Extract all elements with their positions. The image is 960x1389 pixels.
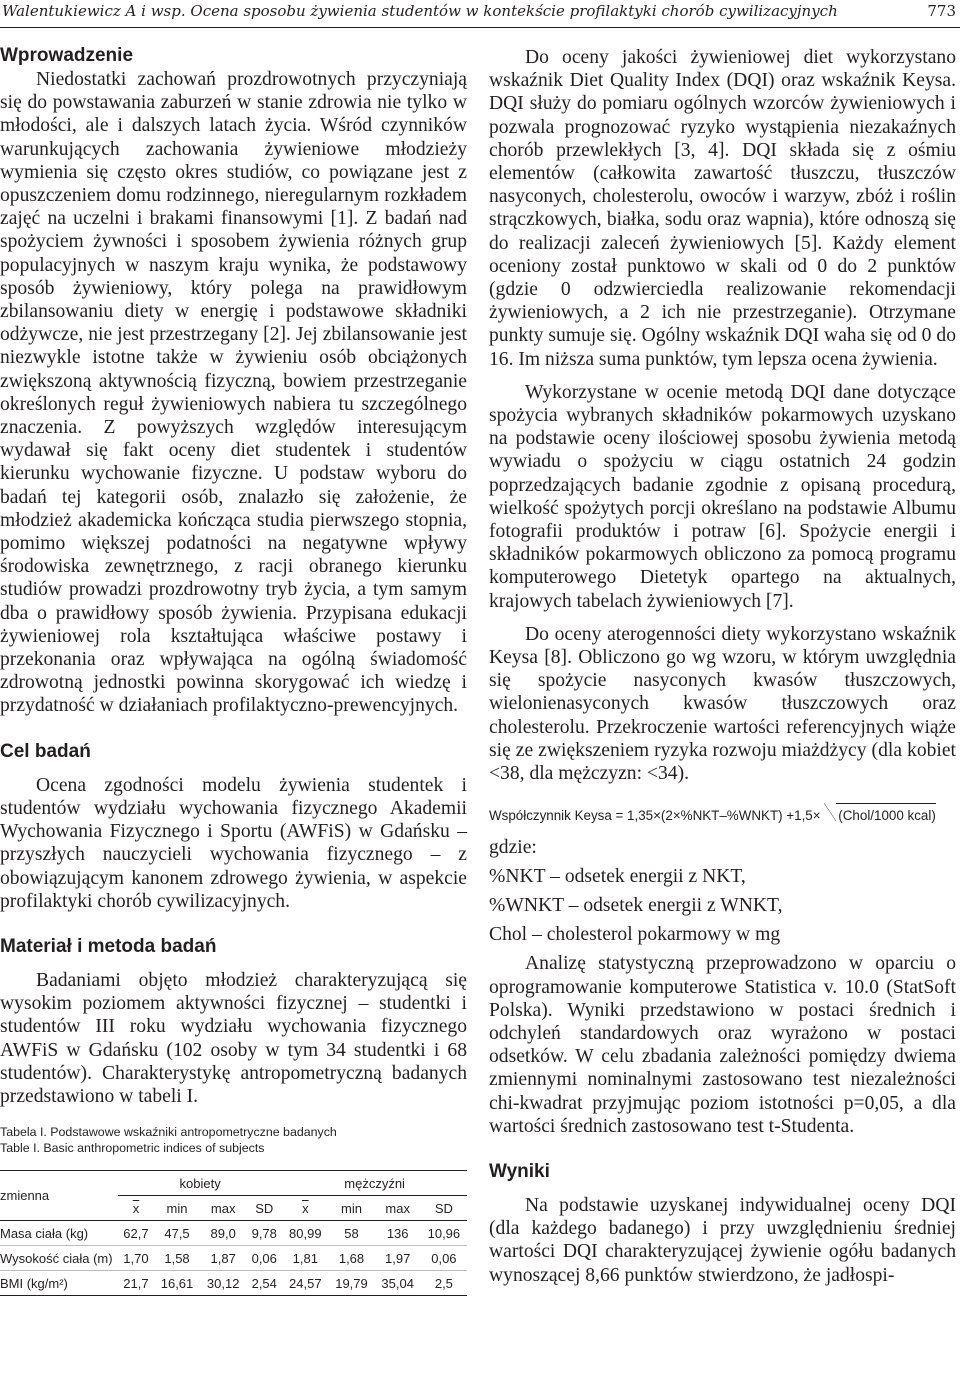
aim-paragraph: Ocena zgodności modelu żywienia studentek i studentów wydziału wychowania fizycznego Akademii Wychowania Fizycznego i Sportu (AWFiS) w Gdańsku – przyszłych nauczycieli wychowania fizycznego – z obowiązującym kanonem zdrowego żywienia, w aspekcie profilaktyki chorób cywilizacyjnych.: [0, 774, 467, 912]
running-header: [0, 0, 960, 28]
cell: 16,61: [154, 1271, 200, 1296]
cell: 10,96: [421, 1221, 467, 1246]
cell: 0,06: [421, 1246, 467, 1271]
cell: 1,87: [200, 1246, 246, 1271]
statistics-paragraph: Analizę statystyczną przeprowadzono w oparciu o oprogramowanie komputerowe Statistica v. 10.0 (StatSoft Polska). Wyniki przedstawiono w postaci średnich i odchyleń standardowych oraz wyrażono w postaci odsetków. W celu zbadania zależności pomiędzy dwiema zmiennymi nominalnymi zastosowano test niezależności chi-kwadrat przyjmując poziom istotności p=0,05, a dla wartości średnich zastosowano test t-Studenta.: [489, 953, 956, 1137]
cell: 35,04: [375, 1271, 421, 1296]
group-women-header: kobiety: [118, 1171, 282, 1196]
definition-where: gdzie:: [489, 836, 537, 858]
definition-item: %NKT – odsetek energii z NKT,: [489, 865, 746, 887]
formula-definitions: [489, 836, 956, 947]
formula-sqrt: (Chol/1000 kcal): [836, 803, 936, 827]
sub-header: max: [375, 1196, 421, 1221]
sub-header: max: [200, 1196, 246, 1221]
table-caption-en: Table I. Basic anthropometric indices of subjects: [0, 1141, 265, 1156]
header-rule: [0, 27, 960, 28]
cell: 58: [328, 1221, 374, 1246]
anthropometric-table: [0, 1170, 467, 1296]
method-paragraph: Wykorzystane w ocenie metodą DQI dane dotyczące spożycia wybranych składników pokarmowych uzyskano na podstawie oceny ilościowej sposobu żywienia metodą wywiadu o spożyciu w ciągu ostatnich 24 godzin poprzedzających badanie zgodnie z opisaną procedurą, wielkość spożytych porcji określano na podstawie Albumu fotografii produktów i potraw [6]. Spożycie energii i składników pokarmowych obliczono za pomocą programu komputerowego Dietetyk opartego na aktualnych, krajowych tabelach żywieniowych [7].: [489, 381, 956, 612]
cell: 1,97: [375, 1246, 421, 1271]
sub-header: SD: [246, 1196, 282, 1221]
sub-header: min: [154, 1196, 200, 1221]
cell: 30,12: [200, 1271, 246, 1296]
left-column: [0, 44, 467, 1296]
row-label: Masa ciała (kg): [0, 1221, 118, 1246]
cell: 1,70: [118, 1246, 154, 1271]
page-number: 773: [927, 2, 956, 20]
cell: 1,68: [328, 1246, 374, 1271]
definition-item: Chol – cholesterol pokarmowy w mg: [489, 924, 781, 946]
cell: 24,57: [282, 1271, 328, 1296]
sub-header: SD: [421, 1196, 467, 1221]
intro-heading: Wprowadzenie: [0, 45, 134, 66]
sub-header: $\overline{x}$: [118, 1196, 154, 1221]
running-title: Walentukiewicz A i wsp. Ocena sposobu żywienia studentów w kontekście profilaktyki chorób cywilizacyjnych: [2, 2, 838, 20]
cell: 1,58: [154, 1246, 200, 1271]
cell: 19,79: [328, 1271, 374, 1296]
aim-heading: Cel badań: [0, 740, 91, 762]
table-row: [0, 1246, 467, 1271]
intro-paragraph: Niedostatki zachowań prozdrowotnych przyczyniają się do powstawania zaburzeń w stanie zdrowia nie tylko w młodości, ale i dalszych latach życia. Wśród czynników warunkujących zachowania żywieniowe młodzieży wymienia się często okres studiów, co powiązane jest z opuszczeniem domu rodzinnego, nieregularnym rozkładem zajęć na uczelni i brakami finansowymi [1]. Z badań nad spożyciem żywności i sposobem żywienia różnych grup populacyjnych w naszym kraju wynika, że podstawowy sposób żywieniowy, który polega na prawidłowym zbilansowaniu diety w energię i podstawowe składniki odżywcze, nie jest przestrzegany [2]. Jej zbilansowanie jest niezwykle istotne także w żywieniu osób obciążonych zwiększoną aktywnością fizyczną, bowiem przestrzeganie określonych reguł żywieniowych nabiera tu szczególnego znaczenia. Z powyższych względów interesującym wydawał się fakt oceny diet studentek i studentów kierunku wychowanie fizyczne. U podstaw wyboru do badań tej kategorii osób, znalazło się założenie, że młodzież akademicka kończąca studia pierwszego stopnia, pomimo większej podatności na negatywne wpływy środowiska zewnętrznego, z racji obranego kierunku studiów prowadzi prozdrowotny tryb życia, a tym samym dba o prawidłowy sposób żywienia. Przypisana edukacji żywieniowej rola kształtująca właściwe postawy i przekonania oraz wpływająca na ogólną świadomość zdrowotną jednostki powinna skorygować ich wiedzę i przydatność w działaniach profilaktyczno-prewencyjnych.: [0, 69, 467, 717]
group-men-header: mężczyźni: [282, 1171, 467, 1196]
cell: 9,78: [246, 1221, 282, 1246]
keys-paragraph: Do oceny aterogenności diety wykorzystano wskaźnik Keysa [8]. Obliczono go wg wzoru, w którym uwzględnia się spożycie nasyconych kwasów tłuszczowych, wielonienasyconych kwasów tłuszczowych oraz cholesterolu. Przekroczenie wartości referencyjnych wiąże się ze zwiększeniem ryzyka rozwoju miażdżycy (dla kobiet <38, dla mężczyzn: <34).: [489, 623, 956, 785]
cell: 89,0: [200, 1221, 246, 1246]
right-column: [489, 46, 956, 1287]
table-caption-pl: Tabela I. Podstawowe wskaźniki antropometryczne badanych: [0, 1125, 337, 1140]
cell: 2,54: [246, 1271, 282, 1296]
cell: 0,06: [246, 1246, 282, 1271]
col-variable-header: zmienna: [0, 1171, 118, 1221]
table-row: [0, 1221, 467, 1246]
methods-paragraph: Badaniami objęto młodzież charakteryzującą się wysokim poziomem aktywności fizycznej – studentki i studentów III roku wydziału wychowania fizycznego AWFiS w Gdańsku (102 osoby w tym 34 studentki i 68 studentów). Charakterystykę antropometryczną badanych przedstawiono w tabeli I.: [0, 969, 467, 1107]
cell: 62,7: [118, 1221, 154, 1246]
cell: 1,81: [282, 1246, 328, 1271]
results-paragraph: Na podstawie uzyskanej indywidualnej oceny DQI (dla każdego badanego) i przy uwzględnieniu średniej wartości DQI charakteryzującej żywienie ogółu badanych wynoszącej 8,66 punktów stwierdzono, że jadłospi-: [489, 1194, 956, 1286]
dqi-paragraph: Do oceny jakości żywieniowej diet wykorzystano wskaźnik Diet Quality Index (DQI) oraz wskaźnik Keysa. DQI służy do pomiaru ogólnych wzorców żywieniowych i pozwala prognozować ryzyko wystąpienia niezakaźnych chorób przewlekłych [3, 4]. DQI składa się z ośmiu elementów (całkowita zawartość tłuszczu, tłuszczów nasyconych, cholesterolu, owoców i warzyw, zbóż i roślin strączkowych, białka, sodu oraz wapnia), które odnoszą się do realizacji zaleceń żywieniowych [5]. Każdy element oceniony został punktowo w skali od 0 do 2 punktów (gdzie 0 odzwierciedla realizowanie rekomendacji żywieniowych, a 2 ich nie przestrzeganie). Otrzymane punkty sumuje się. Ogólny wskaźnik DQI waha się od 0 do 16. Im niższa suma punktów, tym lepsza ocena żywienia.: [489, 47, 956, 370]
row-label: Wysokość ciała (m): [0, 1246, 118, 1271]
row-label: BMI (kg/m²): [0, 1271, 118, 1296]
results-heading: Wyniki: [489, 1160, 550, 1182]
cell: 136: [375, 1221, 421, 1246]
methods-heading: Materiał i metoda badań: [0, 935, 217, 957]
cell: 80,99: [282, 1221, 328, 1246]
cell: 2,5: [421, 1271, 467, 1296]
keys-formula: [489, 803, 956, 827]
table-row: [0, 1271, 467, 1296]
formula-text: Współczynnik Keysa = 1,35×(2×%NKT–%WNKT) +1,5×: [489, 808, 821, 824]
definition-item: %WNKT – odsetek energii z WNKT,: [489, 894, 783, 916]
table-caption: [0, 1124, 467, 1156]
sub-header: $\overline{x}$: [282, 1196, 328, 1221]
cell: 21,7: [118, 1271, 154, 1296]
cell: 47,5: [154, 1221, 200, 1246]
sub-header: min: [328, 1196, 374, 1221]
